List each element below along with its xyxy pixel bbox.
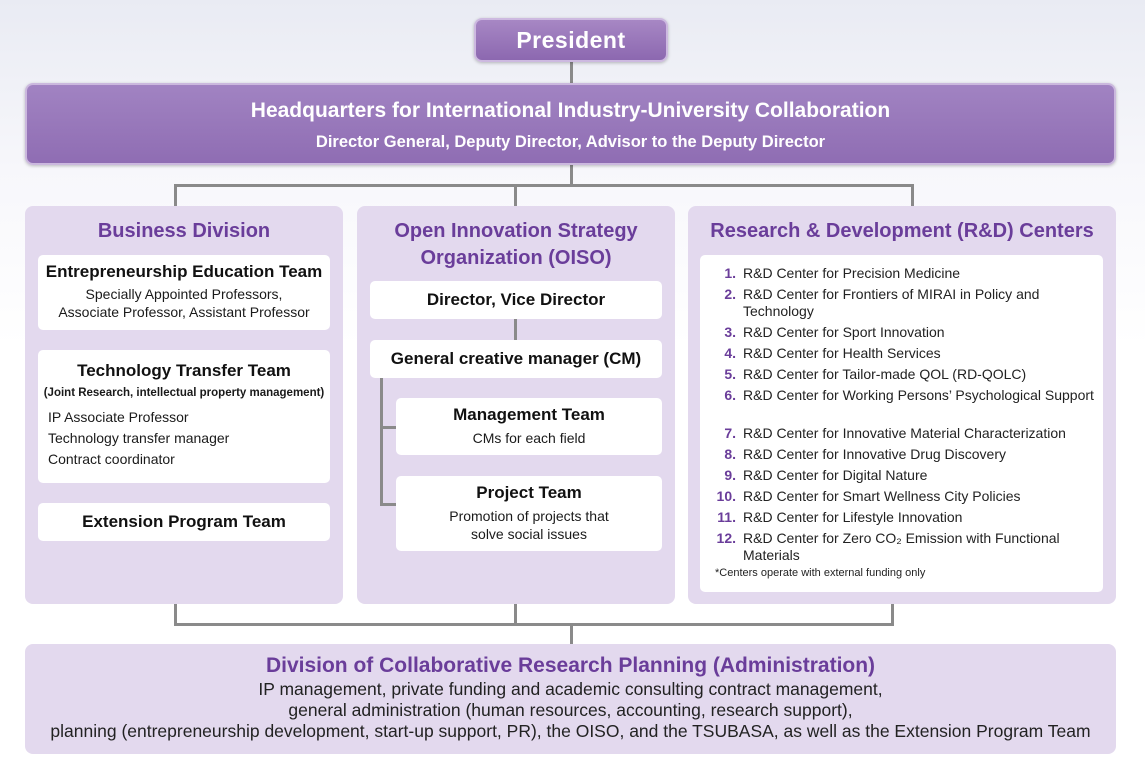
rd-item-text: R&D Center for Sport Innovation — [743, 324, 945, 340]
rd-item-number: 10. — [716, 488, 736, 504]
rd-centers-note: *Centers operate with external funding only — [715, 567, 926, 579]
division-box — [25, 644, 1116, 754]
connector-hq-down — [570, 165, 573, 185]
technology-transfer-team-title: Technology Transfer Team — [77, 361, 291, 380]
rd-item-number: 8. — [724, 446, 736, 462]
entrepreneurship-team-line1: Specially Appointed Professors, — [85, 286, 283, 302]
oiso-title-line2: Organization (OISO) — [420, 247, 612, 269]
rd-item-number: 6. — [724, 387, 736, 403]
oiso-title-line1: Open Innovation Strategy — [394, 220, 638, 242]
rd-item-number: 2. — [724, 286, 736, 302]
rd-item-text: R&D Center for Innovative Material Characterization — [743, 425, 1066, 441]
rd-item-text: R&D Center for Tailor-made QOL (RD-QOLC) — [743, 366, 1027, 382]
headquarters-box — [25, 83, 1116, 165]
technology-transfer-team-note: (Joint Research, intellectual property management) — [43, 387, 325, 399]
rd-centers-title: Research & Development (R&D) Centers — [710, 220, 1094, 242]
rd-item-text: R&D Center for Smart Wellness City Policies — [743, 488, 1021, 504]
rd-item-text: R&D Center for Health Services — [743, 345, 941, 361]
connector-top-horizontal — [174, 184, 914, 187]
connector-top-middle — [514, 184, 517, 207]
division-line3: planning (entrepreneurship development, start-up support, PR), the OISO, and the TSUBASA, as well as the Extension Program Team — [50, 721, 1091, 741]
connector-president-hq — [570, 62, 573, 84]
rd-item-text: R&D Center for Innovative Drug Discovery — [743, 446, 1006, 462]
connector-top-right — [911, 184, 914, 207]
general-creative-manager-box — [370, 340, 662, 378]
connector-bottom-horizontal — [174, 623, 894, 626]
management-team-title: Management Team — [453, 405, 605, 424]
rd-item-number: 3. — [724, 324, 736, 340]
entrepreneurship-team-line2: Associate Professor, Assistant Professor — [58, 304, 310, 320]
rd-item-text: R&D Center for Digital Nature — [743, 467, 928, 483]
technology-transfer-team-box — [38, 350, 330, 483]
oiso-connector-director-cm — [514, 319, 517, 340]
rd-item-text: R&D Center for Lifestyle Innovation — [743, 509, 963, 525]
rd-item-text: R&D Center for Working Persons’ Psychological Support — [743, 387, 1094, 403]
director-box — [370, 281, 662, 319]
division-line2: general administration (human resources, accounting, research support), — [288, 700, 853, 720]
headquarters-subtitle: Director General, Deputy Director, Advisor to the Deputy Director — [315, 133, 826, 151]
oiso-connector-project — [380, 503, 396, 506]
president-label: President — [516, 26, 626, 53]
rd-item-text: R&D Center for Frontiers of MIRAI in Policy and Technology — [743, 286, 1040, 319]
technology-transfer-item: Contract coordinator — [48, 451, 175, 467]
rd-item-text: R&D Center for Zero CO₂ Emission with Functional Materials — [743, 530, 1060, 563]
rd-item-number: 4. — [724, 345, 736, 361]
director-title: Director, Vice Director — [426, 290, 606, 309]
entrepreneurship-team-title: Entrepreneurship Education Team — [45, 262, 323, 281]
rd-item-text: R&D Center for Precision Medicine — [743, 265, 961, 281]
project-team-box — [396, 476, 662, 551]
rd-item-number: 12. — [716, 530, 736, 546]
rd-item-number: 1. — [724, 265, 736, 281]
extension-program-team-title: Extension Program Team — [82, 512, 286, 531]
technology-transfer-item: IP Associate Professor — [48, 409, 189, 425]
extension-program-team-box — [38, 503, 330, 541]
project-team-desc-line2: solve social issues — [471, 526, 587, 542]
connector-bottom-down — [570, 623, 573, 645]
general-creative-manager-title: General creative manager (CM) — [390, 349, 642, 368]
connector-top-left — [174, 184, 177, 207]
rd-item-number: 9. — [724, 467, 736, 483]
management-team-box — [396, 398, 662, 455]
rd-item-number: 7. — [724, 425, 736, 441]
rd-centers-list — [700, 255, 1103, 592]
rd-item-number: 11. — [717, 509, 736, 525]
project-team-desc-line1: Promotion of projects that — [449, 508, 609, 524]
president-box — [474, 18, 668, 62]
headquarters-title: Headquarters for International Industry-University Collaboration — [250, 99, 891, 122]
technology-transfer-item: Technology transfer manager — [48, 430, 230, 446]
management-team-desc: CMs for each field — [472, 430, 586, 446]
division-title: Division of Collaborative Research Planning (Administration) — [265, 654, 876, 677]
project-team-title: Project Team — [476, 483, 582, 502]
business-division-title: Business Division — [97, 220, 271, 242]
oiso-connector-management — [380, 426, 396, 429]
rd-item-number: 5. — [724, 366, 736, 382]
oiso-connector-vertical — [380, 378, 383, 506]
division-line1: IP management, private funding and academic consulting contract management, — [258, 679, 883, 699]
entrepreneurship-team-box — [38, 255, 330, 330]
